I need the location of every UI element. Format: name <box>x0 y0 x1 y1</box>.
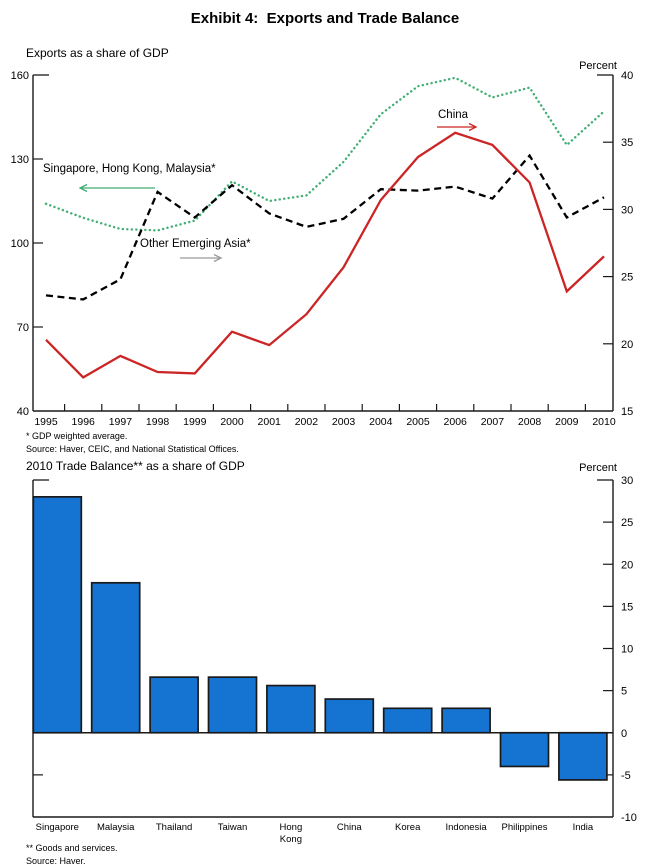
top-chart-footnote-2: Source: Haver, CEIC, and National Statistical Offices. <box>26 444 239 454</box>
top-chart-footnote-1: * GDP weighted average. <box>26 431 128 441</box>
left-axis-tick-label: 100 <box>10 238 29 250</box>
right-axis-tick-label: 40 <box>621 70 634 82</box>
right-axis-tick-label: 35 <box>621 137 634 150</box>
series-label-singapore-hk-malaysia: Singapore, Hong Kong, Malaysia* <box>43 163 216 175</box>
right-axis-tick-label: -10 <box>621 812 637 824</box>
right-axis-tick-label: 30 <box>621 475 634 487</box>
category-label: Indonesia <box>445 822 487 833</box>
x-axis-year-label: 1999 <box>183 416 207 428</box>
right-axis-tick-label: 20 <box>621 559 634 572</box>
x-axis-year-label: 2009 <box>555 416 579 428</box>
left-axis-tick-label: 70 <box>16 322 29 334</box>
x-axis-year-label: 2005 <box>406 416 430 428</box>
bottom-chart-title: 2010 Trade Balance** as a share of GDP <box>26 459 245 473</box>
bar-india <box>559 733 607 780</box>
left-axis-tick-label: 160 <box>10 70 29 82</box>
category-label: China <box>336 822 362 833</box>
bar-taiwan <box>209 677 257 733</box>
bar-malaysia <box>92 583 140 733</box>
x-axis-year-label: 2007 <box>480 416 505 428</box>
right-axis-tick-label: 15 <box>621 406 634 418</box>
category-label: Kong <box>279 834 302 845</box>
category-label: India <box>572 822 594 833</box>
right-axis-tick-label: 25 <box>621 271 634 284</box>
bottom-chart-footnote-1: ** Goods and services. <box>26 843 118 853</box>
page-title: Exhibit 4: Exports and Trade Balance <box>190 10 460 27</box>
x-axis-year-label: 1998 <box>145 416 170 428</box>
bottom-chart-footnote-2: Source: Haver. <box>26 856 86 866</box>
x-axis-year-label: 1997 <box>108 416 133 428</box>
right-arrow-icon <box>180 255 221 262</box>
bottom-chart-right-axis-title: Percent <box>579 462 617 474</box>
category-label: Singapore <box>35 822 79 833</box>
right-axis-tick-label: 20 <box>621 338 634 351</box>
category-label: Hong <box>279 822 303 833</box>
bar-indonesia <box>442 708 490 732</box>
category-label: Korea <box>395 822 421 833</box>
category-label: Taiwan <box>217 822 248 833</box>
bar-thailand <box>150 677 198 733</box>
x-axis-year-label: 2008 <box>517 416 542 428</box>
top-chart-title: Exports as a share of GDP <box>26 46 169 60</box>
left-axis-tick-label: 40 <box>16 406 29 418</box>
x-axis-year-label: 2010 <box>592 416 616 428</box>
bar-hong-kong <box>267 686 315 733</box>
bar-korea <box>384 708 432 732</box>
series-label-china: China <box>438 109 469 121</box>
series-label-other-emerging-asia: Other Emerging Asia* <box>140 238 251 250</box>
right-arrow-icon <box>437 124 476 131</box>
x-axis-year-label: 2004 <box>369 416 393 428</box>
bar-singapore <box>33 497 81 733</box>
x-axis-year-label: 1996 <box>71 416 95 428</box>
x-axis-year-label: 2003 <box>331 416 356 428</box>
category-label: Malaysia <box>96 822 135 833</box>
series-line-0 <box>46 78 604 231</box>
right-axis-tick-label: 10 <box>621 643 634 656</box>
right-axis-tick-label: 15 <box>621 601 634 614</box>
right-axis-tick-label: 5 <box>621 685 628 698</box>
right-axis-tick-label: 0 <box>621 727 628 740</box>
category-label: Thailand <box>155 822 193 833</box>
trade-balance-bar-chart <box>33 475 637 845</box>
top-chart-right-axis-title: Percent <box>579 60 617 72</box>
category-label: Philippines <box>501 822 548 833</box>
series-line-1 <box>46 156 604 300</box>
bar-china <box>325 699 373 733</box>
right-axis-tick-label: 25 <box>621 517 634 530</box>
right-axis-tick-label: 30 <box>621 204 634 217</box>
x-axis-year-label: 1995 <box>34 416 58 428</box>
left-axis-tick-label: 130 <box>10 154 29 166</box>
bar-philippines <box>501 733 549 767</box>
x-axis-year-label: 2006 <box>443 416 467 428</box>
x-axis-year-label: 2002 <box>294 416 319 428</box>
exports-line-chart <box>11 70 634 428</box>
x-axis-year-label: 2000 <box>220 416 244 428</box>
left-arrow-icon <box>80 185 155 192</box>
x-axis-year-label: 2001 <box>257 416 281 428</box>
right-axis-tick-label: -5 <box>621 769 631 782</box>
